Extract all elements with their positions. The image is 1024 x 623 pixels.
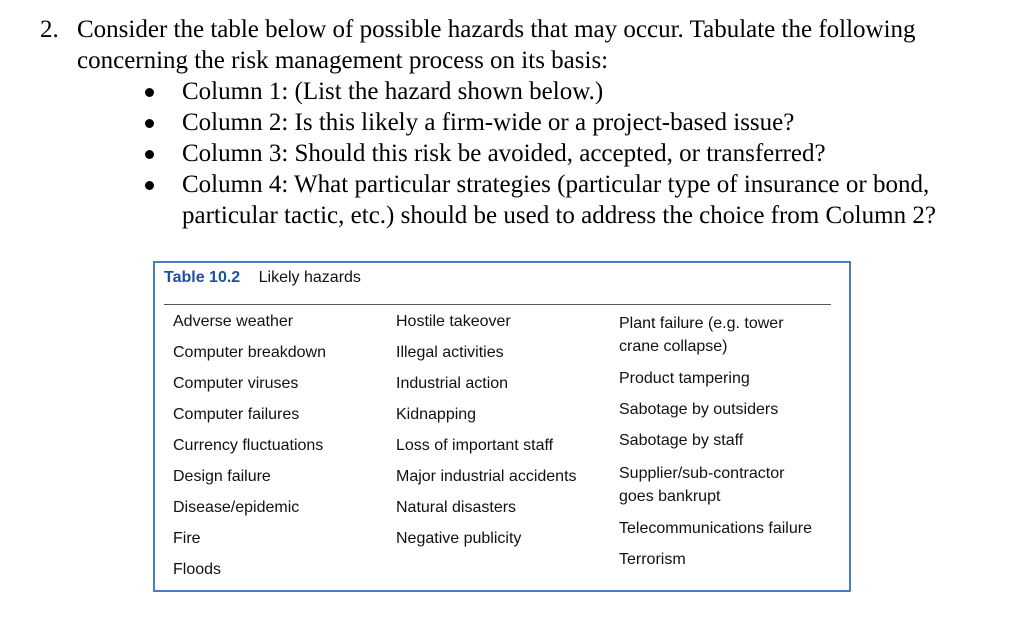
hazard-item: Computer viruses	[173, 375, 299, 392]
instruction-item	[40, 107, 1010, 138]
hazard-item: Design failure	[173, 468, 271, 485]
instruction-text: Column 1: (List the hazard shown below.)	[182, 78, 604, 105]
table-title: Likely hazards	[258, 269, 361, 286]
hazard-item: Adverse weather	[173, 313, 294, 330]
bullet-icon	[145, 88, 154, 97]
hazard-item: Sabotage by outsiders	[619, 401, 779, 418]
hazard-item: Illegal activities	[396, 344, 504, 361]
hazard-item: Telecommunications failure	[619, 520, 812, 537]
hazards-table	[153, 261, 851, 592]
instruction-text: Column 4: What particular strategies (particular type of insurance or bond,	[182, 171, 930, 198]
question-number: 2.	[40, 16, 59, 43]
hazard-item: Terrorism	[619, 551, 686, 568]
hazard-item: Currency fluctuations	[173, 437, 324, 454]
table-rule	[164, 304, 831, 305]
hazard-item: Supplier/sub-contractor goes bankrupt	[619, 465, 785, 505]
bullet-icon	[145, 119, 154, 128]
hazard-item: Fire	[173, 530, 201, 547]
question-text-line2: concerning the risk management process on its basis:	[77, 47, 609, 74]
hazard-item: Kidnapping	[396, 406, 477, 423]
hazard-item: Plant failure (e.g. tower crane collapse)	[619, 315, 784, 355]
hazard-item: Disease/epidemic	[173, 499, 300, 516]
hazard-item: Negative publicity	[396, 530, 522, 547]
question-line-1	[40, 14, 1010, 45]
hazard-item: Major industrial accidents	[396, 468, 577, 485]
hazard-item: Natural disasters	[396, 499, 517, 516]
instruction-item	[40, 138, 1010, 169]
hazard-item: Computer failures	[173, 406, 300, 423]
table-column-3	[619, 312, 834, 581]
hazard-item: Computer breakdown	[173, 344, 326, 361]
hazard-item: Floods	[173, 561, 222, 578]
table-number: Table 10.2	[164, 269, 241, 286]
hazard-item: Hostile takeover	[396, 313, 511, 330]
instruction-text: particular tactic, etc.) should be used to address the choice from Column 2?	[182, 202, 936, 229]
table-column-2	[396, 312, 606, 560]
instruction-item-continuation	[40, 200, 1010, 231]
hazard-item: Product tampering	[619, 370, 750, 387]
bullet-icon	[145, 150, 154, 159]
bullet-icon	[145, 181, 154, 190]
instruction-text: Column 3: Should this risk be avoided, accepted, or transferred?	[182, 140, 826, 167]
table-caption	[164, 269, 361, 287]
question-text-line1: Consider the table below of possible hazards that may occur. Tabulate the following	[77, 16, 916, 43]
instruction-item	[40, 169, 1010, 200]
hazard-item: Sabotage by staff	[619, 432, 744, 449]
table-column-1	[173, 312, 383, 591]
question-line-2	[40, 45, 1010, 76]
hazard-item: Industrial action	[396, 375, 509, 392]
question-block	[40, 14, 1010, 231]
instruction-item	[40, 76, 1010, 107]
instruction-list	[40, 76, 1010, 231]
hazard-item: Loss of important staff	[396, 437, 554, 454]
instruction-text: Column 2: Is this likely a firm-wide or a project-based issue?	[182, 109, 795, 136]
